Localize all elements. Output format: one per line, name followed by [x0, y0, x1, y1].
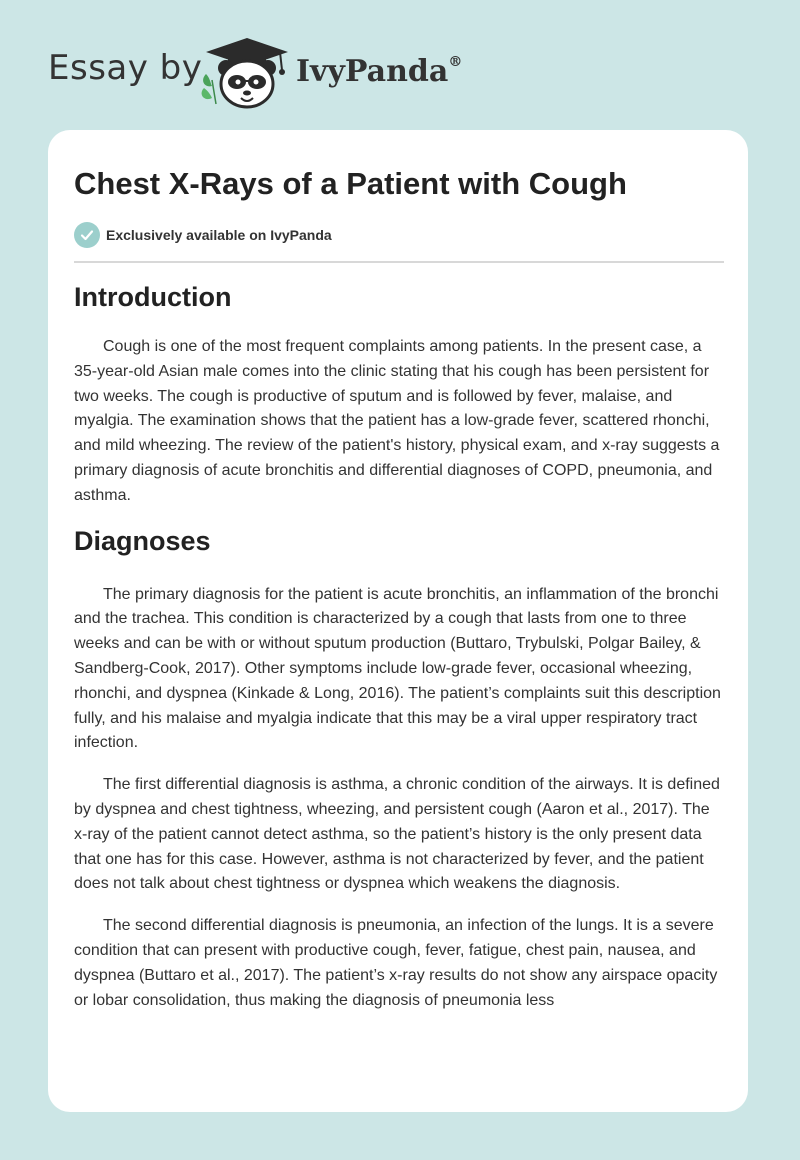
essay-body — [74, 282, 724, 1030]
paragraph: Cough is one of the most frequent complaints among patients. In the present case, a 35-year-old Asian male comes into the clinic stating that his cough has been persistent for two weeks. The cough is productive of sputum and is followed by fever, malaise, and myalgia. The examination shows that the patient has a low-grade fever, scattered rhonchi, and mild wheezing. The review of the patient's history, physical exam, and x-ray suggests a primary diagnosis of acute bronchitis and differential diagnoses of COPD, pneumonia, and asthma. — [74, 338, 720, 504]
paragraph: The first differential diagnosis is asthma, a chronic condition of the airways. It is defined by dyspnea and chest tightness, wheezing, and persistent cough (Aaron et al., 2017). The x-ray of the patient cannot detect asthma, so the patient’s history is the only present data that one has for this case. However, asthma is not characterized by fever, and the patient does not talk about chest tightness or dyspnea which weakens the diagnosis. — [74, 776, 720, 893]
exclusive-badge-label: Exclusively available on IvyPanda — [106, 227, 332, 243]
site-header — [0, 0, 800, 130]
section-heading: Introduction — [74, 282, 232, 312]
exclusive-badge — [74, 222, 332, 248]
brand-text: IvyPanda — [296, 54, 449, 89]
panda-logo-icon[interactable] — [200, 36, 294, 110]
section-diagnoses — [74, 526, 724, 1014]
registered-mark: ® — [448, 54, 463, 70]
check-icon — [74, 222, 100, 248]
section-heading: Diagnoses — [74, 525, 211, 556]
paragraph: The primary diagnosis for the patient is acute bronchitis, an inflammation of the bronchi and the trachea. This condition is characterized by a cough that lasts from one to three weeks and can be with or without sputum production (Buttaro, Trybulski, Polgar Bailey, & Sandberg-Cook, 2017). Other symptoms include low-grade fever, occasional wheezing, rhonchi, and dyspnea (Kinkade & Long, 2016). The patient’s complaints suit this description fully, and his malaise and myalgia indicate that this may be a viral upper respiratory tract infection. — [74, 585, 721, 752]
paragraph: The second differential diagnosis is pneumonia, an infection of the lungs. It is a severe condition that can present with productive cough, fever, fatigue, chest pain, nausea, and dyspnea (Buttaro et al., 2017). The patient’s x-ray results do not show any airspace opacity or lobar consolidation, thus making the diagnosis of pneumonia less — [74, 917, 718, 1009]
essay-card — [48, 130, 748, 1112]
brand-name[interactable] — [296, 54, 462, 89]
essay-by-label: Essay by — [48, 48, 203, 88]
essay-title: Chest X-Rays of a Patient with Cough — [74, 166, 627, 201]
divider — [74, 261, 724, 263]
section-introduction — [74, 282, 724, 509]
